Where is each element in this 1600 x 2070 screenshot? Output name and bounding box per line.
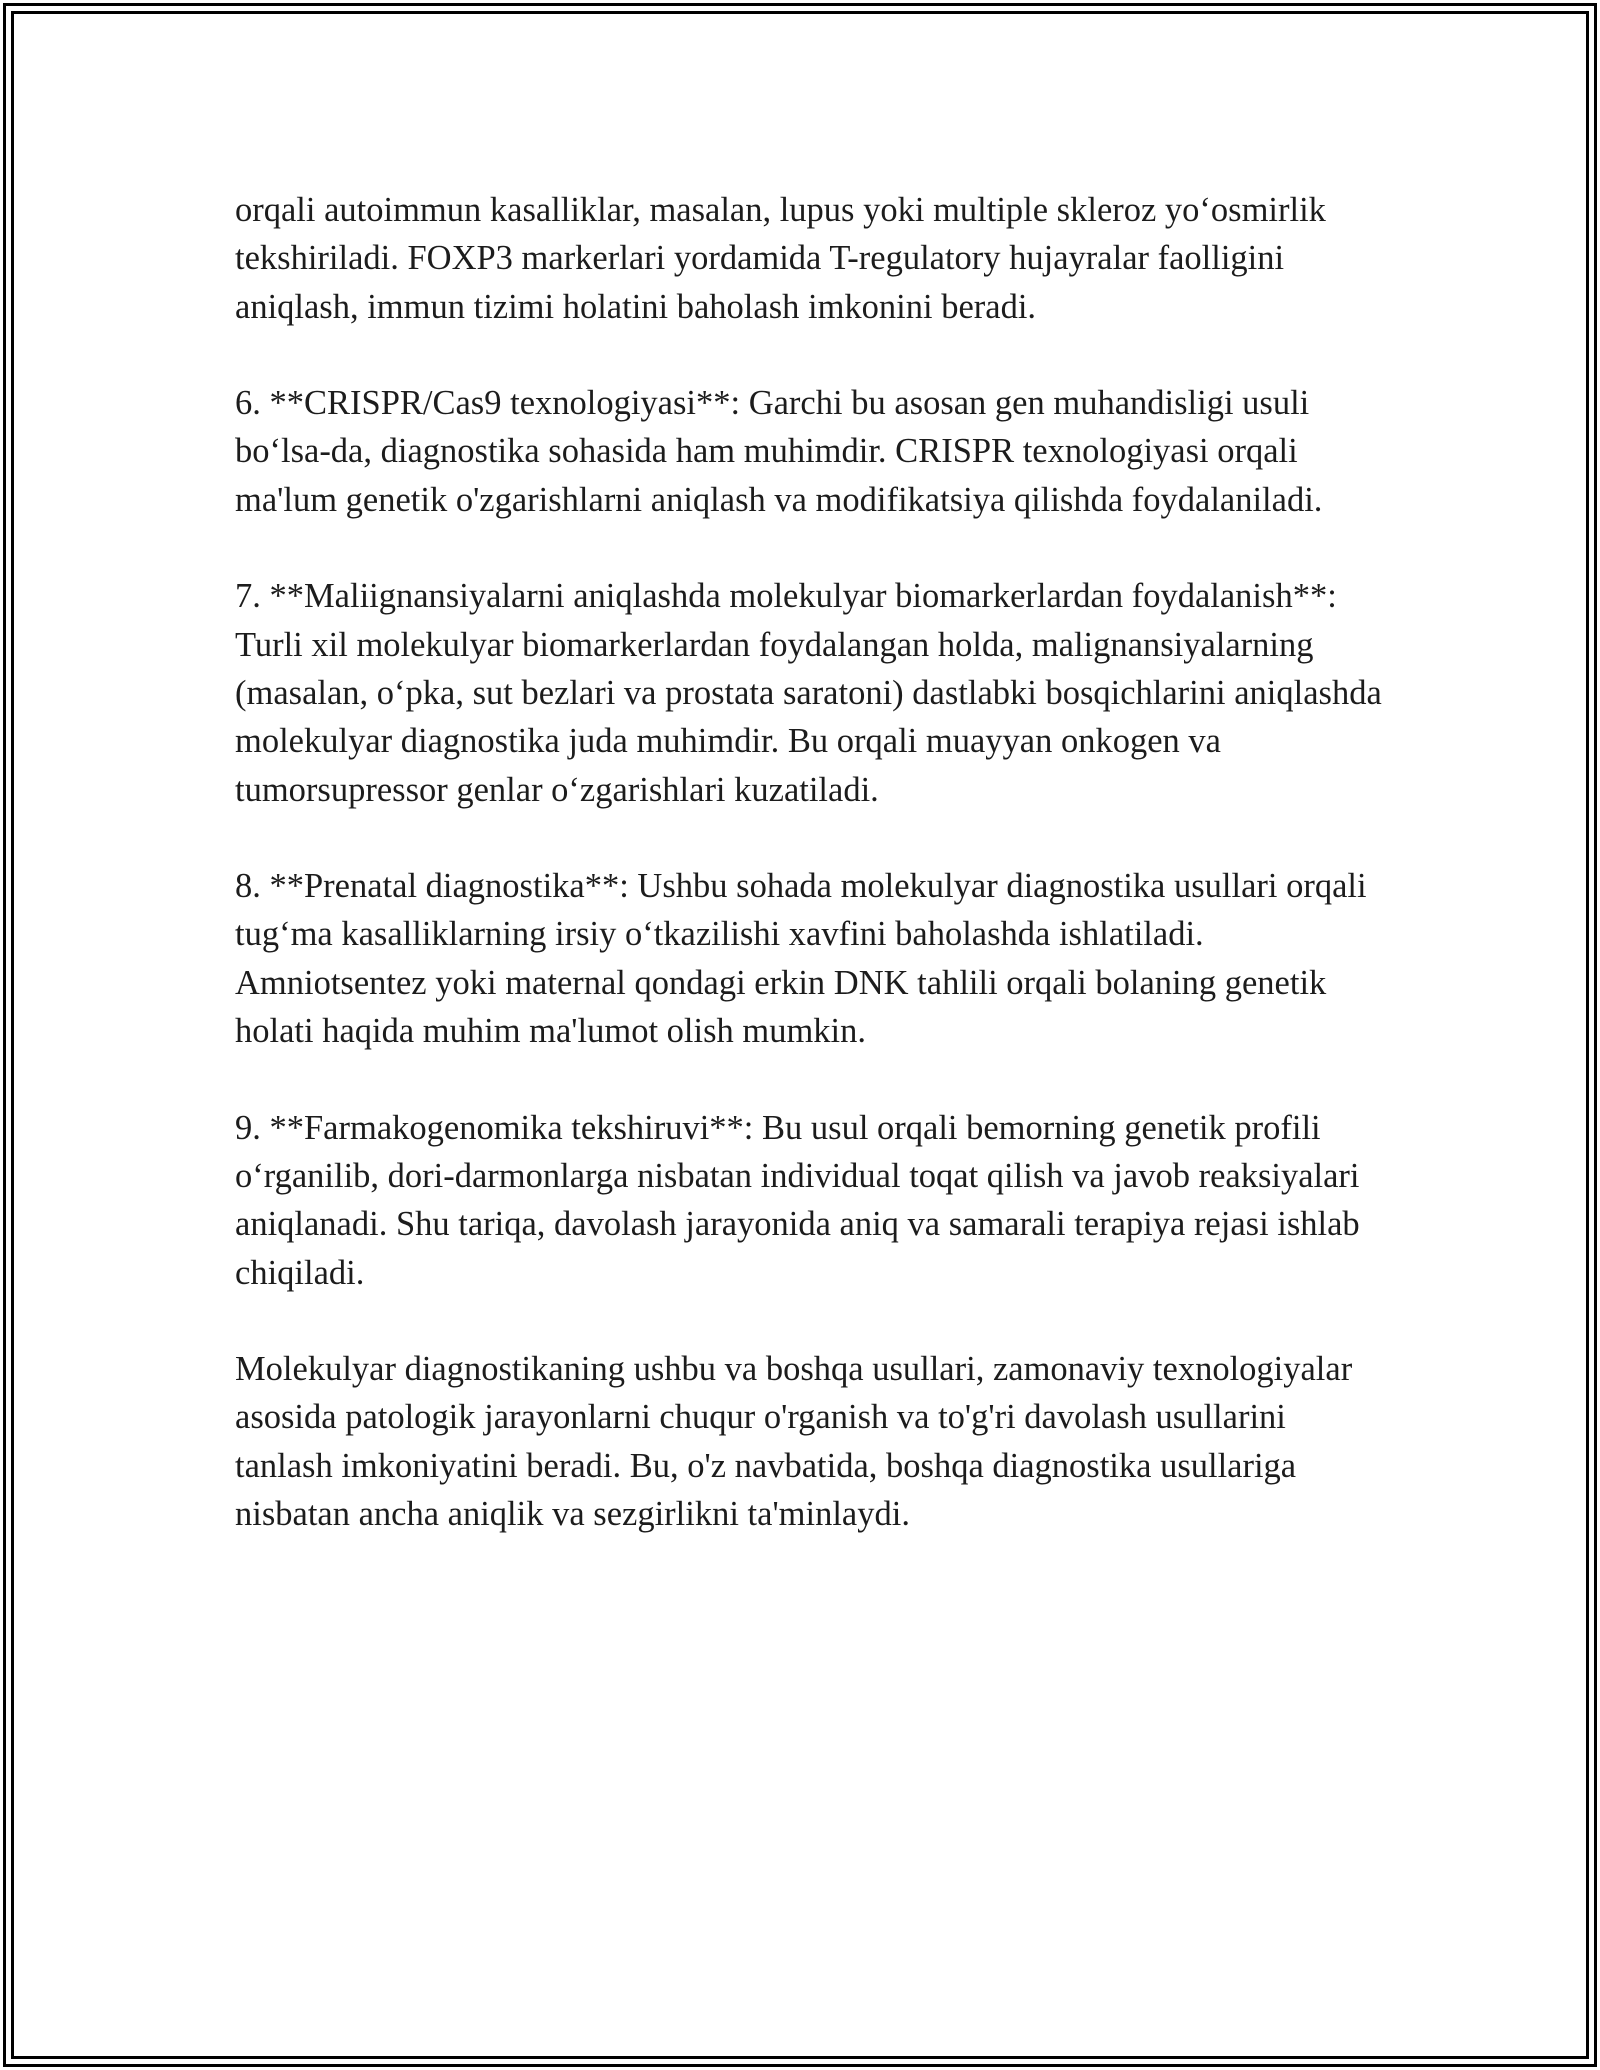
paragraph-autoimmune-continuation: orqali autoimmun kasalliklar, masalan, lupus yoki multiple skleroz yo‘osmirlik tekshiriladi. FOXP3 markerlari yordamida T-regulatory hujayralar faolligini aniqlash, immun tizimi holatini baholash imkonini beradi. (235, 191, 1326, 326)
paragraph-conclusion: Molekulyar diagnostikaning ushbu va boshqa usullari, zamonaviy texnologiyalar asosida patologik jarayonlarni chuqur o'rganish va to'g'ri davolash usullarini tanlash imkoniyatini beradi. Bu, o'z navbatida, boshqa diagnostika usullariga nisbatan ancha aniqlik va sezgirlikni ta'minlaydi. (235, 1350, 1353, 1534)
paragraph-crispr-cas9: 6. **CRISPR/Cas9 texnologiyasi**: Garchi bu asosan gen muhandisligi usuli bo‘lsa-da, diagnostika sohasida ham muhimdir. CRISPR texnologiyasi orqali ma'lum genetik o'zgarishlarni aniqlash va modifikatsiya qilishda foydalaniladi. (235, 384, 1323, 519)
paragraph-malignancy-biomarkers: 7. **Maliignansiyalarni aniqlashda molekulyar biomarkerlardan foydalanish**: Turli xil molekulyar biomarkerlardan foydalangan holda, malignansiyalarning (masalan, o‘pka, sut bezlari va prostata saratoni) dastlabki bosqichlarini aniqlashda molekulyar diagnostika juda muhimdir. Bu orqali muayyan onkogen va tumorsupressor genlar o‘zgarishlari kuzatiladi. (235, 577, 1382, 809)
paragraph-prenatal-diagnostics: 8. **Prenatal diagnostika**: Ushbu sohada molekulyar diagnostika usullari orqali tug‘ma kasalliklarning irsiy o‘tkazilishi xavfini baholashda ishlatiladi. Amniotsentez yoki maternal qondagi erkin DNK tahlili orqali bolaning genetik holati haqida muhim ma'lumot olish mumkin. (235, 867, 1367, 1051)
paragraph-pharmacogenomics: 9. **Farmakogenomika tekshiruvi**: Bu usul orqali bemorning genetik profili o‘rganilib, dori-darmonlarga nisbatan individual toqat qilish va javob reaksiyalari aniqlanadi. Shu tariqa, davolash jarayonida aniq va samarali terapiya rejasi ishlab chiqiladi. (235, 1108, 1360, 1292)
document-body (235, 186, 1385, 1538)
